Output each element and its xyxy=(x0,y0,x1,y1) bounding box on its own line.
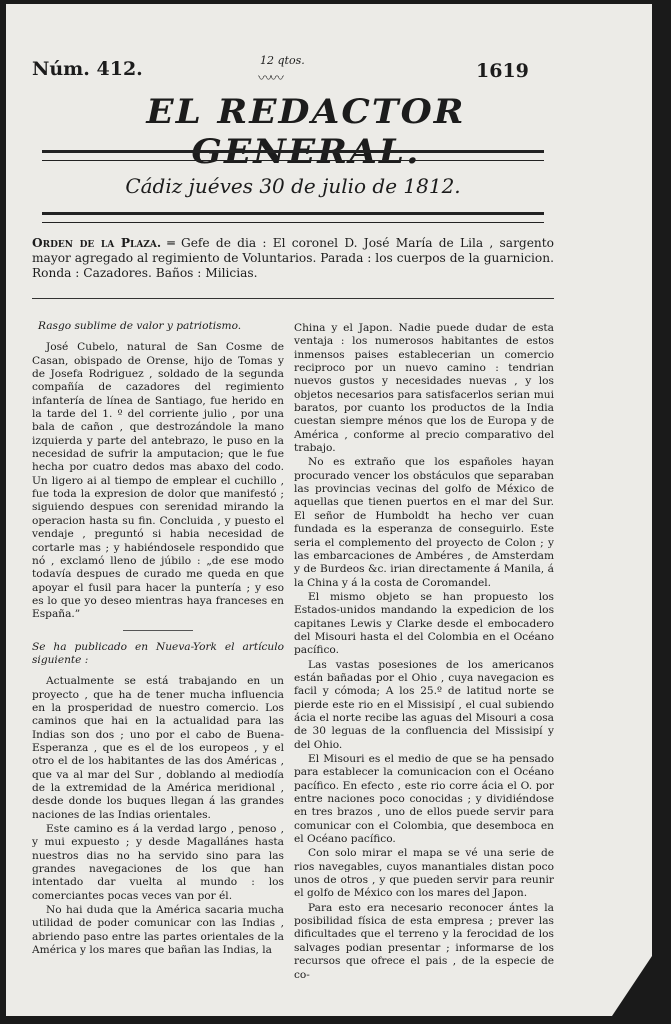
article-paragraph: No hai duda que la América sacaria mucha utilidad de poder comunicar con las Indias , abriendo paso entre las partes orientales de la América y los mares que bañan las Indias, la xyxy=(32,904,284,957)
article-divider xyxy=(123,630,193,631)
page-number: 1619 xyxy=(476,60,529,82)
article-paragraph: Actualmente se está trabajando en un proyecto , que ha de tener mucha influencia en la prosperidad de nuestro comercio. Los caminos que hai en la actualidad para las Indias son dos ; uno por el cabo de Buena-Esperanza , que es el de los europeos , y el otro el de los habitantes de las dos Américas , que va al mar del Sur , doblando al mediodía de la extremidad de la América meridional , desde donde los buques llegan á las grandes naciones de las Indias orientales. xyxy=(32,675,284,821)
masthead-top-line xyxy=(32,54,548,88)
orden-text: ═ Gefe de dia : El coronel D. José María de Lila , sargento mayor agregado al regimiento de Voluntarios. Parada : los cuerpos de la guarnicion. Ronda : Cazadores. Baños : Milicias. xyxy=(32,236,554,280)
article-paragraph: El mismo objeto se han propuesto los Estados-unidos mandando la expedicion de los capitanes Lewis y Clarke desde el embocadero del Misouri hasta el del Colombia en el Océano pacífico. xyxy=(294,590,554,657)
flourish-ornament: 〰〰 xyxy=(258,71,282,87)
article-paragraph: José Cubelo, natural de San Cosme de Casan, obispado de Orense, hijo de Tomas y de Josefa Rodriguez , soldado de la segunda compañía de cazadores del regimiento infantería de línea de Santiago, fue herido en la tarde del 1. º del corriente julio , por una bala de cañon , que destrozándole la mano izquierda y parte del antebrazo, le puso en la necesidad de sufrir la amputacion; que le fue hecha por cuatro dedos mas abaxo del codo. Un ligero ai al tiempo de emplear el cuchillo , fue toda la expresion de dolor que manifestó ; siguiendo despues con serenidad mirando la operacion hasta su fin. Concluida , y puesto el vendaje , preguntó si habia necesidad de cortarle mas ; y habiéndosele respondido que nó , exclamó lleno de júbilo : „de ese modo todavía despues de curado me queda en que apoyar el fusil para hacer la puntería ; y eso es lo que yo deseo mientras haya franceses en España.” xyxy=(32,341,284,621)
article-paragraph: Este camino es á la verdad largo , penoso , y mui expuesto ; y desde Magallánes hasta nuestros dias no ha servido sino para las grandes navegaciones de los que han intentado dar vuelta al mundo : los comerciantes pocas veces van por él. xyxy=(32,823,284,902)
masthead-rule-bottom xyxy=(42,212,544,223)
newspaper-title: EL REDACTOR GENERAL. xyxy=(146,92,466,172)
column-left xyxy=(32,318,284,958)
article-paragraph: Con solo mirar el mapa se vé una serie de rios navegables, cuyos manantiales distan poco unos de otros , y que pueden servir para reunir el golfo de México con los mares del Japon. xyxy=(294,847,554,900)
quires-note: 12 qtos. xyxy=(260,54,305,67)
newspaper-page xyxy=(6,4,652,1016)
article-paragraph: Las vastas posesiones de los americanos están bañadas por el Ohio , cuya navegacion es facil y cómoda; A los 25.º de latitud norte se pierde este rio en el Missisipí , el cual subiendo ácia el norte recibe las aguas del Misouri a cosa de 30 leguas de la confluencia del Missisipí y del Ohio. xyxy=(294,658,554,751)
article-heading-nueva-york: Se ha publicado en Nueva-York el artículo siguiente : xyxy=(32,640,284,666)
article-heading-rasgo: Rasgo sublime de valor y patriotismo. xyxy=(38,320,242,332)
article-paragraph: No es extraño que los españoles hayan procurado vencer los obstáculos que separaban las provincias vecinas del golfo de México de aquellas que tienen puertos en el mar del Sur. El señor de Humboldt ha hecho ver cuan fundada es la esperanza de conseguirlo. Este seria el complemento del proyecto de Colon ; y las embarcaciones de Ambéres , de Amsterdam y de Burdeos &c. irian directamente á Manila, á la China y á la costa de Coromandel. xyxy=(294,456,554,589)
section-divider xyxy=(32,298,554,299)
article-paragraph: El Misouri es el medio de que se ha pensado para establecer la comunicacion con el Océano pacífico. En efecto , este rio corre ácia el O. por entre naciones poco conocidas ; y dividiéndose en tres brazos , uno de ellos puede servir para comunicar con el Colombia, que desemboca en el Océano pacífico. xyxy=(294,753,554,846)
article-paragraph: China y el Japon. Nadie puede dudar de esta ventaja : los numerosos habitantes de estos inmensos paises establecerian un comercio reciproco por un nuevo camino : tendrian nuevos gustos y necesidades nuevas , y los objetos necesarios para satisfacerlos serian mui baratos, por cuanto los productos de la India cuestan siempre ménos que los de Europa y de América , conforme al precio comparativo del trabajo. xyxy=(294,322,554,455)
column-right xyxy=(294,322,554,983)
page-corner-shadow xyxy=(612,956,652,1016)
article-paragraph: Para esto era necesario reconocer ántes la posibilidad física de esta empresa ; prever las dificultades que el terreno y la ferocidad de los salvages podian presentar ; informarse de los recursos que ofrece el pais , de la especie de co- xyxy=(294,901,554,981)
dateline: Cádiz juéves 30 de julio de 1812. xyxy=(125,174,461,198)
orden-label: Orden de la Plaza. xyxy=(32,236,162,250)
masthead-rule-top xyxy=(42,150,544,161)
orden-de-la-plaza xyxy=(32,236,554,281)
issue-number: Núm. 412. xyxy=(32,58,143,80)
